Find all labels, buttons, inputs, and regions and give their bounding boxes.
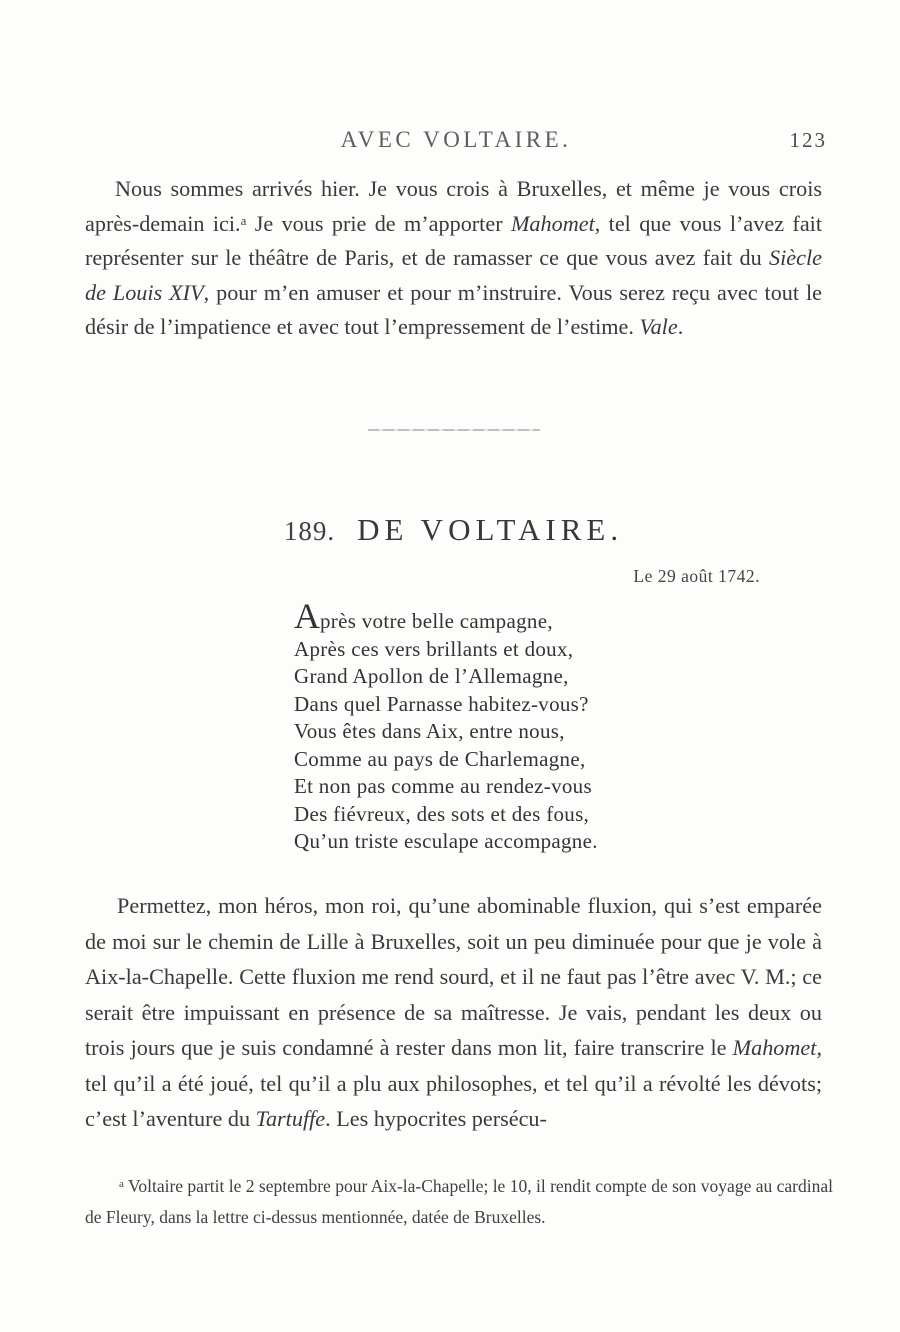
text-segment: , tel qu’il a été joué, tel qu’il a plu aux philosophes, et tel qu’il a révolté les dévots; c’est l’aventure du <box>85 1035 822 1131</box>
poem-line-text: près votre belle campagne, <box>320 609 553 633</box>
latin-word-vale: Vale <box>639 314 678 339</box>
poem-line: Et non pas comme au rendez-vous <box>294 774 592 798</box>
footnote <box>85 1171 833 1233</box>
section-divider-rule <box>368 429 540 431</box>
poem-line: Comme au pays de Charlemagne, <box>294 746 586 771</box>
poem-line: Grand Apollon de l’Allemagne, <box>294 664 569 688</box>
running-header-title: AVEC VOLTAIRE. <box>340 127 572 152</box>
letter-189-paragraph <box>85 888 822 1137</box>
letter-number: 189. <box>283 516 336 546</box>
work-title-mahomet: Mahomet <box>510 210 595 236</box>
text-segment: . Les hypocrites persécu- <box>325 1106 547 1131</box>
letter-date: Le 29 août 1742. <box>633 566 760 586</box>
running-header <box>85 127 827 157</box>
poem-line <box>294 596 598 636</box>
text-segment: , pour m’en amuser et pour m’instruire. Vous serez reçu avec tout le désir de l’impatience et avec tout l’empressement de l’estime. <box>85 279 823 339</box>
letter-title: DE VOLTAIRE. <box>357 512 624 547</box>
letter-188-closing-paragraph <box>85 172 822 345</box>
footnote-text: Voltaire partit le 2 septembre pour Aix-la-Chapelle; le 10, il rendit compte de son voyage au cardinal de Fleury, dans la lettre ci-dessus mentionnée, datée de Bruxelles. <box>85 1176 833 1227</box>
text-segment: . <box>677 314 684 339</box>
letter-189-heading <box>85 512 822 548</box>
footnote-reference-marker: a <box>240 212 247 228</box>
poem <box>294 596 598 856</box>
poem-line: Après ces vers brillants et doux, <box>294 636 574 661</box>
poem-line: Dans quel Parnasse habitez-vous? <box>294 691 589 716</box>
text-segment: Je vous prie de m’apporter <box>246 210 511 236</box>
text-segment: Nous sommes arrivés hier. Je vous crois à Bruxelles, et même je vous crois après-demain ici. <box>85 176 822 236</box>
poem-line: Vous êtes dans Aix, entre nous, <box>294 719 565 743</box>
poem-line: Des fiévreux, des sots et des fous, <box>294 801 590 826</box>
work-title-mahomet: Mahomet <box>732 1035 817 1060</box>
text-segment: , tel que vous l’avez fait représenter sur le théâtre de Paris, et de ramasser ce que vous avez fait du <box>85 210 822 270</box>
page-number: 123 <box>789 128 827 152</box>
drop-cap-initial: A <box>294 596 320 636</box>
text-segment: Permettez, mon héros, mon roi, qu’une abominable fluxion, qui s’est emparée de moi sur le chemin de Lille à Bruxelles, soit un peu diminuée pour que je vole à Aix-la-Chapelle. Cette fluxion me rend sourd, et il ne faut pas l’être avec V. M.; ce serait être impuissant en présence de sa maîtresse. Je vais, pendant les deux ou trois jours que je suis condamné à rester dans mon lit, faire transcrire le <box>85 893 822 1060</box>
work-title-siecle-de-louis-xiv: Siècle de Louis XIV <box>85 245 822 305</box>
poem-line: Qu’un triste esculape accompagne. <box>294 829 598 853</box>
footnote-marker: a <box>119 1178 124 1190</box>
work-title-tartuffe: Tartuffe <box>255 1106 326 1131</box>
